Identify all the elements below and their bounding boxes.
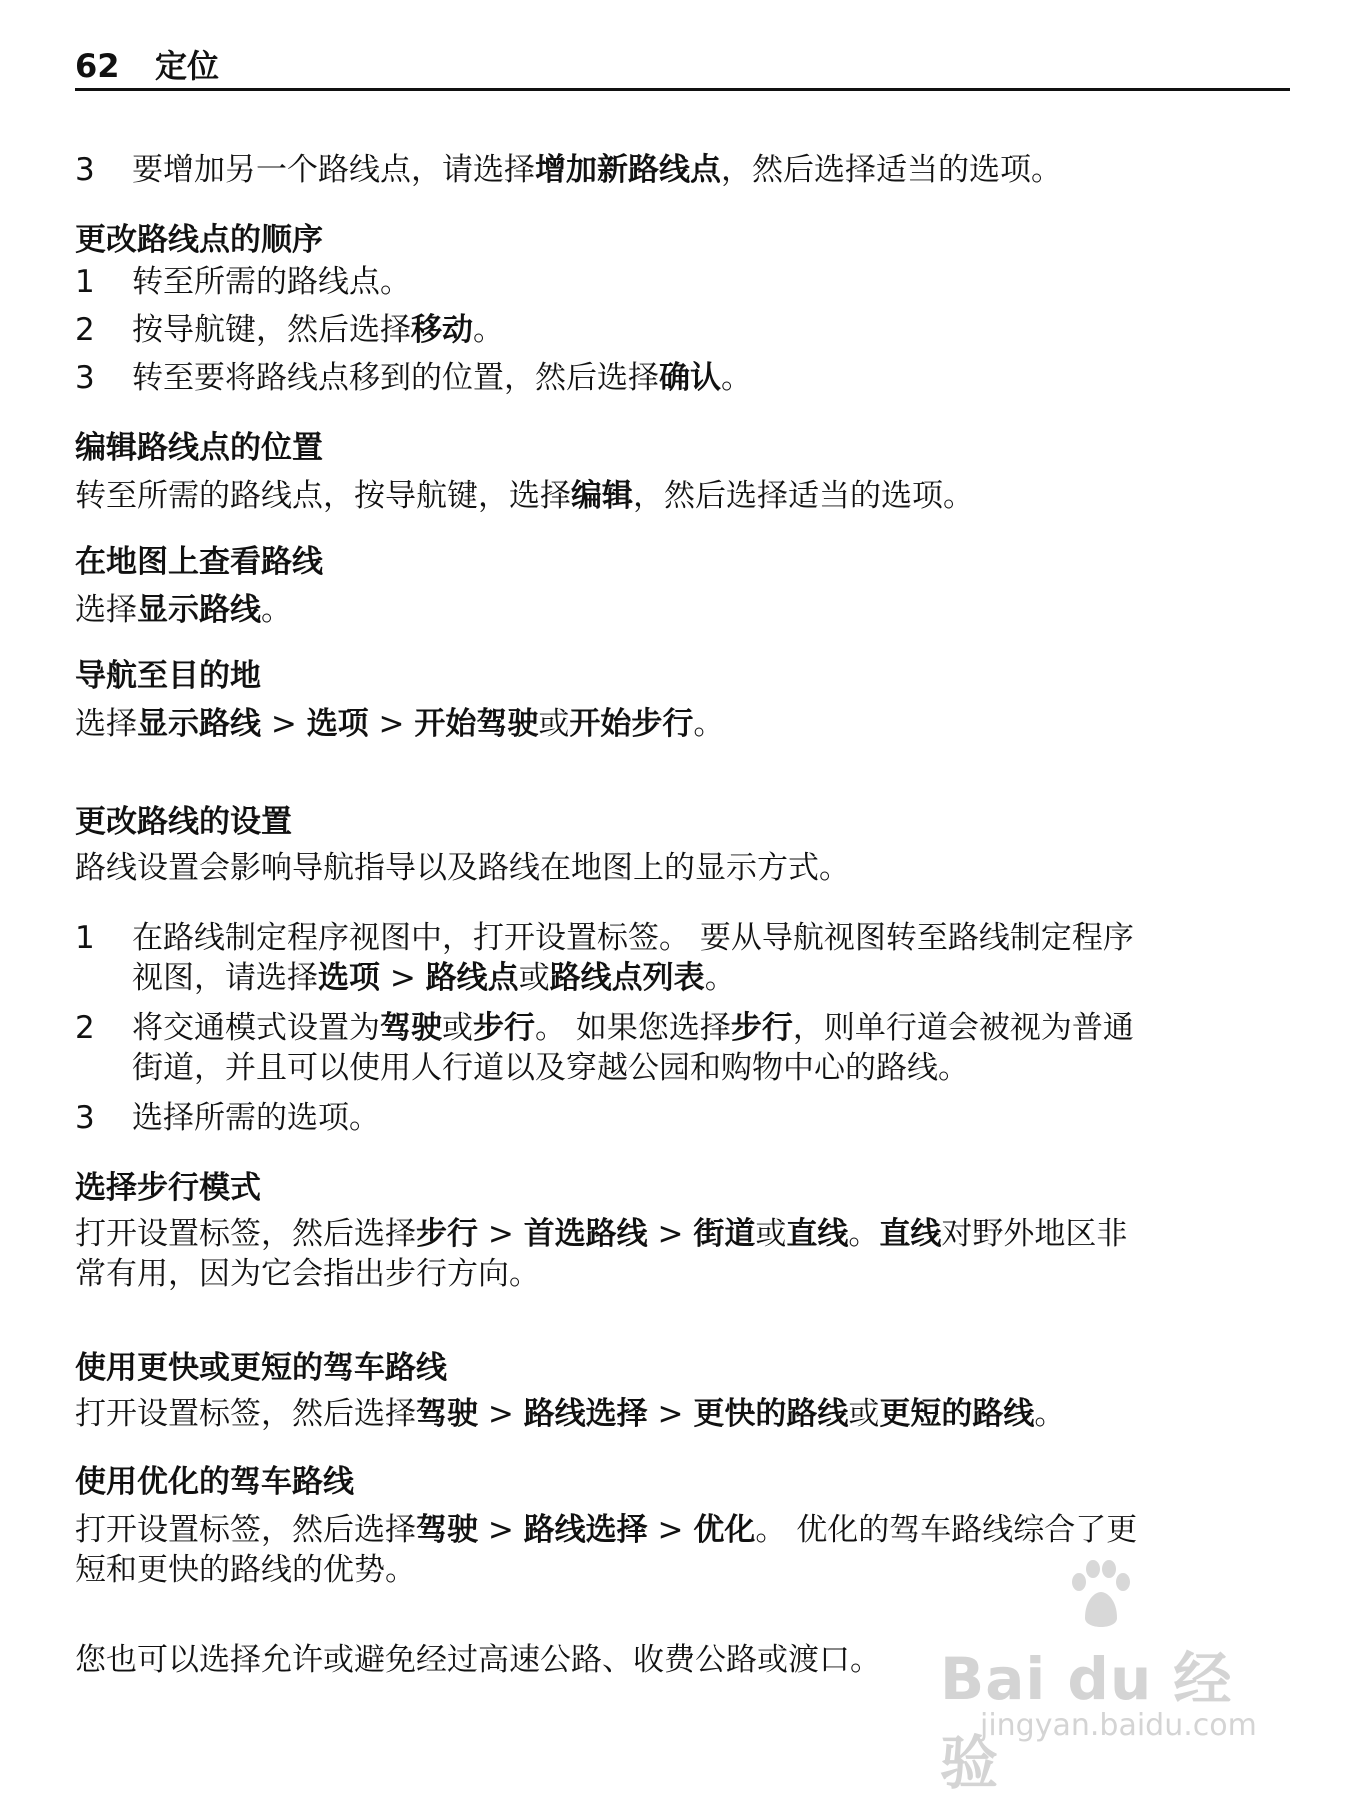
paragraph: 选择显示路线。	[75, 592, 292, 628]
paragraph: 打开设置标签，然后选择驾驶 > 路线选择 > 优化。 优化的驾车路线综合了更 短和更快的路线的优势。	[75, 1512, 1138, 1588]
section-heading: 使用更快或更短的驾车路线	[75, 1350, 447, 1386]
menu-term: 更快的路线	[693, 1396, 849, 1432]
menu-term: 驾驶	[416, 1396, 478, 1432]
menu-term: 移动	[411, 312, 473, 348]
menu-term: 步行	[416, 1216, 478, 1252]
menu-term: 路线点列表	[549, 960, 705, 996]
section-heading: 使用优化的驾车路线	[75, 1464, 354, 1500]
watermark-logo: Bai du 经验	[940, 1645, 1233, 1797]
menu-term: 首选路线	[523, 1216, 648, 1252]
menu-term: 直线	[786, 1216, 849, 1252]
watermark-url: jingyan.baidu.com	[980, 1708, 1257, 1743]
footer-note: 您也可以选择允许或避免经过高速公路、收费公路或渡口。	[75, 1642, 881, 1678]
paragraph: 打开设置标签，然后选择驾驶 > 路线选择 > 更快的路线或更短的路线。	[75, 1396, 1066, 1432]
paragraph: 选择显示路线 > 选项 > 开始驾驶或开始步行。	[75, 706, 725, 742]
menu-term: 编辑	[571, 478, 633, 514]
step-number: 3	[75, 152, 95, 188]
section-heading: 选择步行模式	[75, 1170, 261, 1206]
running-head	[75, 44, 1290, 91]
baidu-watermark	[940, 1560, 1280, 1797]
section-title: 定位	[155, 47, 220, 85]
step-text: 转至所需的路线点。	[132, 264, 411, 300]
menu-term: 步行	[473, 1010, 535, 1046]
paragraph: 转至所需的路线点，按导航键，选择编辑，然后选择适当的选项。	[75, 478, 974, 514]
step-number: 2	[75, 1010, 95, 1046]
step-text: 按导航键，然后选择移动。	[132, 312, 504, 348]
menu-term: 路线选择	[523, 1512, 648, 1548]
step-number: 3	[75, 360, 95, 396]
paragraph: 路线设置会影响导航指导以及路线在地图上的显示方式。	[75, 850, 850, 886]
menu-term: 确认	[659, 360, 721, 396]
menu-term: 直线	[879, 1216, 942, 1252]
page-number: 62	[75, 47, 120, 85]
menu-term: 开始驾驶	[414, 706, 539, 742]
step-text: 选择所需的选项。	[132, 1100, 380, 1136]
menu-term: 步行	[730, 1010, 793, 1046]
paragraph: 打开设置标签，然后选择步行 > 首选路线 > 街道或直线。直线对野外地区非 常有用，因为它会指出步行方向。	[75, 1216, 1128, 1292]
step-number: 3	[75, 1100, 95, 1136]
menu-term: 开始步行	[569, 706, 694, 742]
step-text: 在路线制定程序视图中，打开设置标签。 要从导航视图转至路线制定程序 视图，请选择选项 > 路线点或路线点列表。	[132, 920, 1134, 996]
menu-term: 更短的路线	[879, 1396, 1035, 1432]
section-heading: 导航至目的地	[75, 658, 261, 694]
step-text: 要增加另一个路线点，请选择增加新路线点，然后选择适当的选项。	[132, 152, 1062, 188]
paw-icon	[1065, 1560, 1135, 1635]
step-number: 1	[75, 920, 95, 956]
menu-term: 显示路线	[137, 592, 261, 628]
menu-term: 驾驶	[380, 1010, 442, 1046]
step-text: 将交通模式设置为驾驶或步行。 如果您选择步行，则单行道会被视为普通 街道，并且可以使用人行道以及穿越公园和购物中心的路线。	[132, 1010, 1134, 1086]
section-heading: 编辑路线点的位置	[75, 430, 323, 466]
menu-term: 增加新路线点	[535, 152, 721, 188]
step-number: 1	[75, 264, 95, 300]
section-heading: 在地图上查看路线	[75, 544, 323, 580]
menu-term: 选项	[306, 706, 369, 742]
menu-term: 街道	[693, 1216, 756, 1252]
menu-term: 显示路线	[137, 706, 261, 742]
menu-term: 选项	[318, 960, 380, 996]
menu-term: 路线点	[425, 960, 519, 996]
step-number: 2	[75, 312, 95, 348]
menu-term: 路线选择	[523, 1396, 648, 1432]
menu-term: 驾驶	[416, 1512, 478, 1548]
step-text: 转至要将路线点移到的位置，然后选择确认。	[132, 360, 752, 396]
menu-term: 优化	[693, 1512, 756, 1548]
section-heading: 更改路线的设置	[75, 804, 292, 840]
section-heading: 更改路线点的顺序	[75, 222, 323, 258]
